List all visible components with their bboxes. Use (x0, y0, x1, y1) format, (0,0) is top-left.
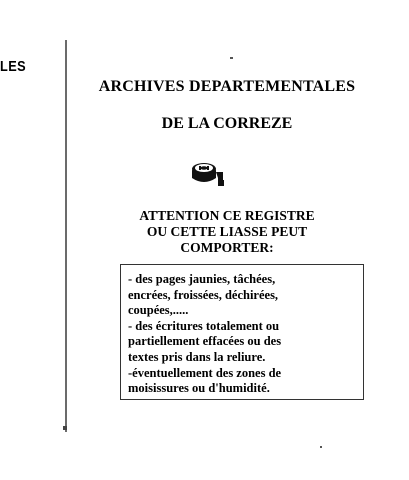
attention-line: OU CETTE LIASSE PEUT (146, 224, 308, 239)
scan-speck (230, 57, 233, 59)
notice-line: moisissures ou d'humidité. (128, 381, 270, 396)
archive-title: ARCHIVES DEPARTEMENTALES (98, 78, 356, 95)
scan-speck (320, 446, 322, 448)
attention-heading (70, 208, 384, 256)
notice-line: partiellement effacées ou des (128, 334, 282, 349)
archive-subtitle: DE LA CORREZE (161, 115, 293, 132)
notice-line: - des pages jaunies, tâchées, (128, 272, 276, 286)
archive-notice-page (70, 0, 400, 480)
notice-line: - des écritures totalement ou (128, 318, 280, 333)
page-margin-line (65, 40, 67, 432)
previous-page-edge-text: LES (0, 58, 27, 75)
attention-line: ATTENTION CE REGISTRE (139, 208, 315, 223)
attention-line: COMPORTER: (180, 240, 274, 255)
notice-line: textes pris dans la reliure. (128, 349, 266, 364)
notice-line: coupées,..... (128, 303, 189, 318)
notice-line: encrées, froissées, déchirées, (128, 287, 279, 302)
margin-mark (63, 426, 67, 430)
film-reel-icon (187, 160, 227, 188)
notice-line: -éventuellement des zones de (128, 365, 282, 380)
condition-notice-box (120, 264, 364, 400)
